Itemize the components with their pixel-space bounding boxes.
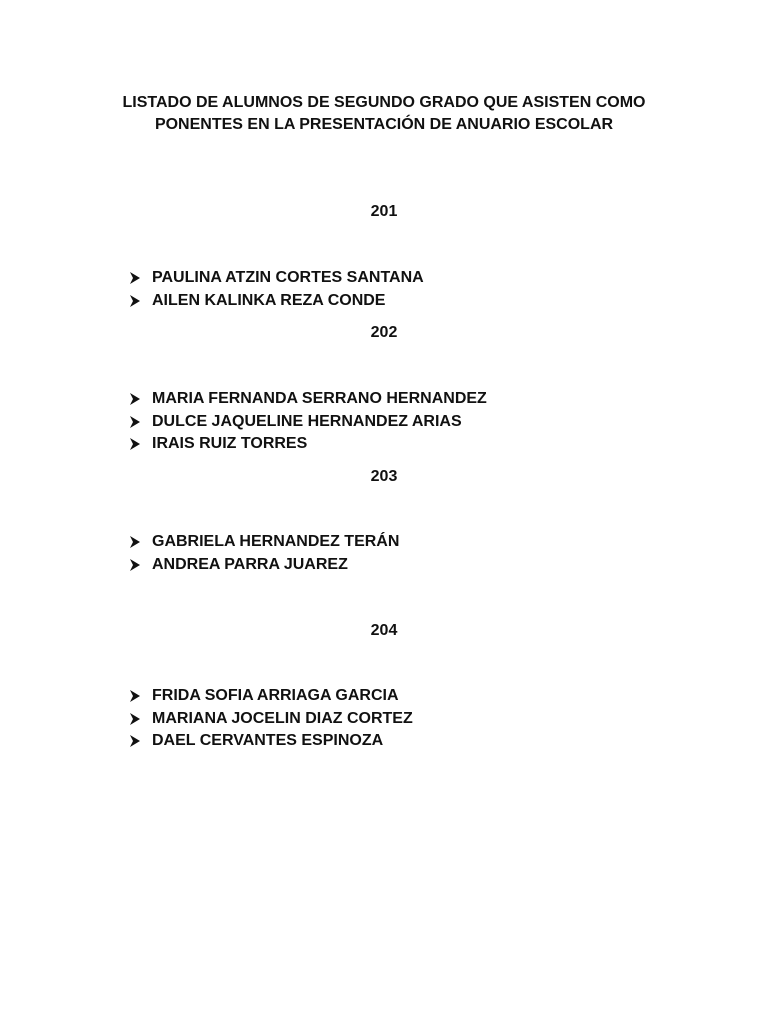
list-item <box>128 433 487 456</box>
group-label-204: 204 <box>370 622 398 639</box>
student-name: IRAIS RUIZ TORRES <box>152 435 308 453</box>
arrowhead-bullet-icon <box>128 415 152 429</box>
student-name: MARIA FERNANDA SERRANO HERNANDEZ <box>152 390 487 408</box>
student-list-201 <box>128 267 424 312</box>
list-item <box>128 708 413 731</box>
student-name: GABRIELA HERNANDEZ TERÁN <box>152 533 400 551</box>
arrowhead-bullet-icon <box>128 558 152 572</box>
arrowhead-bullet-icon <box>128 712 152 726</box>
list-item <box>128 685 413 708</box>
arrowhead-bullet-icon <box>128 535 152 549</box>
student-name: DULCE JAQUELINE HERNANDEZ ARIAS <box>152 412 462 430</box>
arrowhead-bullet-icon <box>128 689 152 703</box>
student-list-203 <box>128 531 399 576</box>
student-name: DAEL CERVANTES ESPINOZA <box>152 732 384 750</box>
student-name: PAULINA ATZIN CORTES SANTANA <box>152 269 424 287</box>
student-name: FRIDA SOFIA ARRIAGA GARCIA <box>152 687 399 705</box>
arrowhead-bullet-icon <box>128 734 152 748</box>
arrowhead-bullet-icon <box>128 392 152 406</box>
list-item <box>128 531 399 554</box>
group-label-201: 201 <box>370 203 398 220</box>
list-item <box>128 388 487 411</box>
student-list-204 <box>128 685 413 753</box>
student-name: MARIANA JOCELIN DIAZ CORTEZ <box>152 709 413 727</box>
student-list-202 <box>128 388 487 456</box>
arrowhead-bullet-icon <box>128 437 152 451</box>
student-name: AILEN KALINKA REZA CONDE <box>152 291 386 309</box>
list-item <box>128 411 487 434</box>
student-name: ANDREA PARRA JUAREZ <box>152 555 348 573</box>
list-item <box>128 290 424 313</box>
list-item <box>128 554 399 577</box>
list-item <box>128 267 424 290</box>
group-label-203: 203 <box>370 468 398 485</box>
group-label-202: 202 <box>370 324 398 341</box>
arrowhead-bullet-icon <box>128 294 152 308</box>
list-item <box>128 730 413 753</box>
arrowhead-bullet-icon <box>128 271 152 285</box>
document-title: LISTADO DE ALUMNOS DE SEGUNDO GRADO QUE ASISTEN COMO PONENTES EN LA PRESENTACIÓN DE ANUARIO ESCOLAR <box>122 94 646 133</box>
